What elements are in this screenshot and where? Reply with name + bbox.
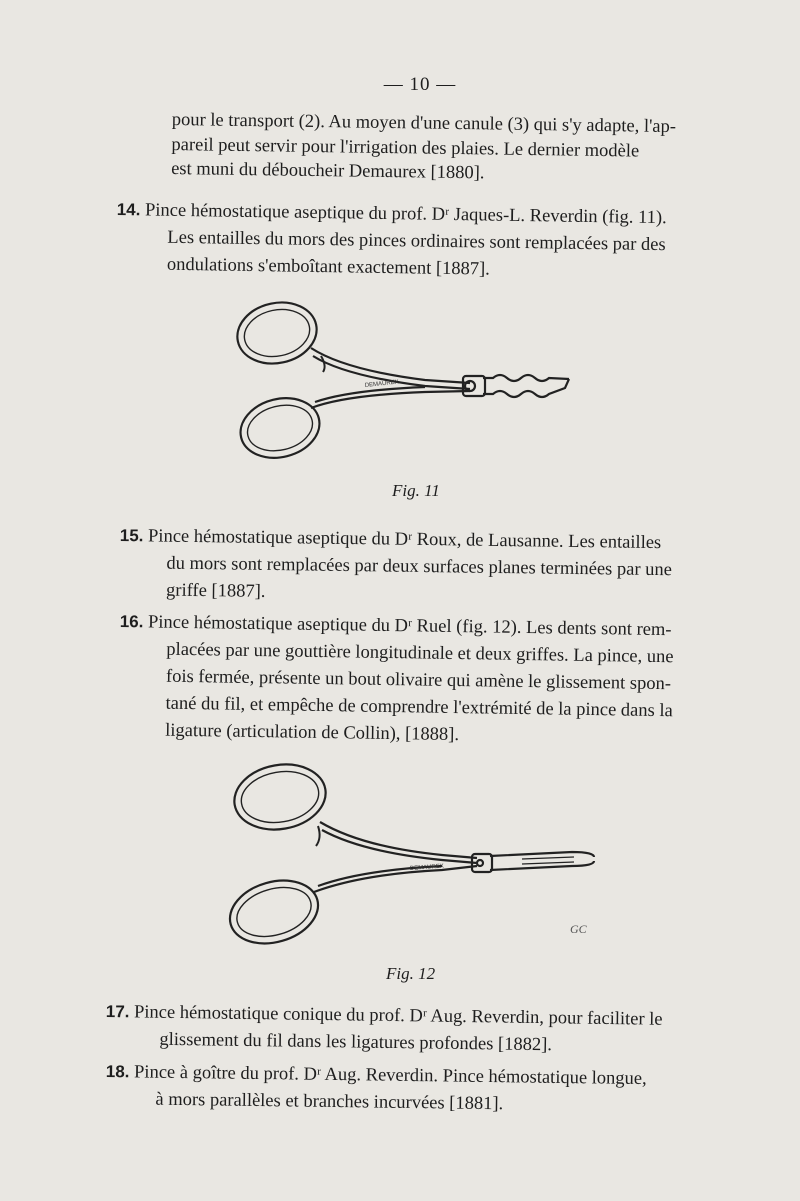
forceps-olive-tip-illustration xyxy=(222,752,602,952)
forceps-wavy-jaw-illustration xyxy=(225,290,585,470)
item-text: Pince hémostatique aseptique du Dʳ Ruel (fig. 12). Les dents sont rem- xyxy=(147,612,672,641)
text-line: Les entailles du mors des pinces ordinaires sont remplacées par des xyxy=(167,227,666,256)
text-line: pour le transport (2). Au moyen d'une canule (3) qui s'y adapte, l'ap- xyxy=(171,109,677,138)
text-line: fois fermée, présente un bout olivaire qui amène le glissement spon- xyxy=(165,666,672,695)
figure-caption: Fig. 12 xyxy=(386,964,436,983)
text-line: placées par une gouttière longitudinale et deux griffes. La pince, une xyxy=(166,639,674,668)
item-number: 14. xyxy=(116,199,141,220)
engraved-mark: DEMAUREX xyxy=(409,863,445,872)
engraved-mark: DEMAUREX xyxy=(364,379,400,389)
page-number: — 10 — xyxy=(383,74,457,95)
text-line: ligature (articulation de Collin), [1888]. xyxy=(165,720,460,746)
text-line: à mors parallèles et branches incurvées [1881]. xyxy=(155,1089,504,1115)
item-text: Pince à goître du prof. Dʳ Aug. Reverdin. Pince hémostatique longue, xyxy=(133,1062,647,1090)
item-number: 18. xyxy=(105,1061,130,1082)
list-item-17 xyxy=(105,998,663,1061)
text-line: pareil peut servir pour l'irrigation des plaies. Le dernier modèle xyxy=(171,134,640,162)
figure-12 xyxy=(222,752,602,952)
list-item-15 xyxy=(119,522,673,611)
text-line: tané du fil, et empêche de comprendre l'extrémité de la pince dans la xyxy=(165,693,673,722)
list-item-16 xyxy=(118,608,674,752)
item-number: 16. xyxy=(119,611,144,632)
figure-caption: Fig. 11 xyxy=(392,481,440,500)
item-text: Pince hémostatique aseptique du prof. Dʳ Jaques-L. Reverdin (fig. 11). xyxy=(144,200,667,229)
artist-mark: GC xyxy=(570,922,587,936)
figure-11 xyxy=(225,290,585,470)
paragraph-continuation xyxy=(171,107,676,190)
item-text: Pince hémostatique aseptique du Dʳ Roux, de Lausanne. Les entailles xyxy=(147,526,662,554)
item-number: 15. xyxy=(119,525,144,546)
text-line: ondulations s'emboîtant exactement [1887]. xyxy=(166,254,491,280)
list-item-14 xyxy=(116,196,667,286)
item-text: Pince hémostatique conique du prof. Dʳ Aug. Reverdin, pour faciliter le xyxy=(133,1002,663,1030)
list-item-18 xyxy=(105,1058,647,1120)
item-number: 17. xyxy=(105,1001,130,1022)
text-line: du mors sont remplacées par deux surfaces planes terminées par une xyxy=(166,553,673,581)
text-line: est muni du déboucheir Demaurex [1880]. xyxy=(170,158,485,184)
text-line: glissement du fil dans les ligatures profondes [1882]. xyxy=(159,1029,553,1056)
text-line: griffe [1887]. xyxy=(165,580,266,602)
